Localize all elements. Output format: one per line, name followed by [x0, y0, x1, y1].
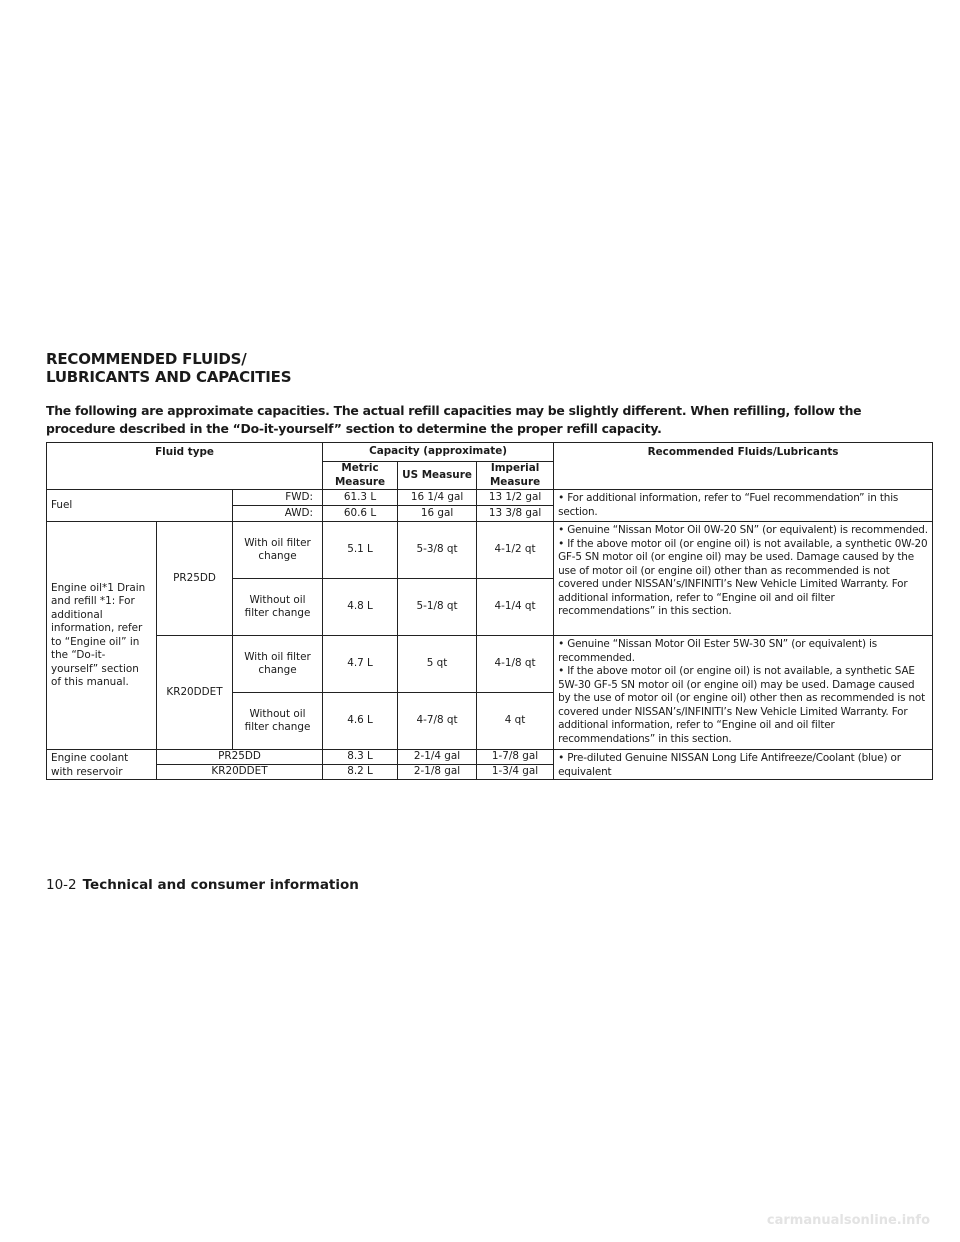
fuel-awd-variant: AWD: — [233, 506, 323, 522]
engine-oil-pr25dd-with-us: 5-3/8 qt — [398, 522, 477, 579]
coolant-kr20ddet-us: 2-1/8 gal — [398, 765, 477, 780]
coolant-kr20ddet-imperial: 1-3/4 gal — [477, 765, 554, 780]
page-number: 10-2 — [46, 877, 77, 893]
fuel-fwd-imperial: 13 1/2 gal — [477, 490, 554, 506]
chapter-title: Technical and consumer information — [82, 877, 359, 893]
engine-oil-kr20ddet-with-imperial: 4-1/8 qt — [477, 636, 554, 693]
section-title-line-1: RECOMMENDED FLUIDS/ — [46, 350, 247, 368]
coolant-label: Engine coolant with reservoir — [47, 750, 157, 780]
section-title-line-2: LUBRICANTS AND CAPACITIES — [46, 368, 292, 386]
engine-oil-pr25dd-rec-1: • Genuine “Nissan Motor Oil 0W-20 SN” (or equivalent) is recommended. — [558, 524, 928, 536]
fluids-capacity-table — [46, 442, 933, 780]
engine-oil-pr25dd-without-filter: Without oil filter change — [233, 579, 323, 636]
engine-oil-kr20ddet-without-filter: Without oil filter change — [233, 693, 323, 750]
fuel-label: Fuel — [47, 490, 233, 522]
coolant-kr20ddet-engine: KR20DDET — [157, 765, 323, 780]
header-us: US Measure — [398, 462, 477, 490]
fuel-awd-imperial: 13 3/8 gal — [477, 506, 554, 522]
engine-oil-pr25dd-with-metric: 5.1 L — [323, 522, 398, 579]
header-recommended: Recommended Fluids/Lubricants — [554, 443, 933, 490]
engine-oil-kr20ddet-engine: KR20DDET — [157, 636, 233, 750]
coolant-pr25dd-engine: PR25DD — [157, 750, 323, 765]
engine-oil-kr20ddet-rec-1: • Genuine “Nissan Motor Oil Ester 5W-30 SN” (or equivalent) is recommended. — [558, 638, 878, 664]
watermark: carmanualsonline.info — [766, 1213, 930, 1228]
coolant-kr20ddet-metric: 8.2 L — [323, 765, 398, 780]
fuel-awd-metric: 60.6 L — [323, 506, 398, 522]
engine-oil-pr25dd-rec-2: • If the above motor oil (or engine oil) is not available, a synthetic 0W-20 GF-5 SN motor oil (or engine oil) may be used. Damage caused by the use of motor oil (or engine oil) other than as recommended is not covered under NISSAN’s/INFINITI’s New Vehicle Limited Warranty. For additional information, refer to “Engine oil and oil filter recommendations” in this section. — [558, 537, 928, 617]
engine-oil-kr20ddet-rec-2: • If the above motor oil (or engine oil) is not available, a synthetic SAE 5W-30 GF-5 SN motor oil (or engine oil) may be used. Damage caused by the use of motor oil (or engine oil) other then as recommended is not covered under NISSAN’s/INFINITI’s New Vehicle Limited Warranty. For additional information, refer to “Engine oil and oil filter recommendations” in this section. — [558, 665, 926, 745]
coolant-pr25dd-imperial: 1-7/8 gal — [477, 750, 554, 765]
engine-oil-pr25dd-without-imperial: 4-1/4 qt — [477, 579, 554, 636]
header-metric: Metric Measure — [323, 462, 398, 490]
engine-oil-kr20ddet-with-filter: With oil filter change — [233, 636, 323, 693]
engine-oil-pr25dd-without-us: 5-1/8 qt — [398, 579, 477, 636]
fuel-recommendation: • For additional information, refer to “Fuel recommendation” in this section. — [554, 490, 933, 522]
engine-oil-pr25dd-engine: PR25DD — [157, 522, 233, 636]
fuel-fwd-metric: 61.3 L — [323, 490, 398, 506]
coolant-pr25dd-us: 2-1/4 gal — [398, 750, 477, 765]
engine-oil-pr25dd-without-metric: 4.8 L — [323, 579, 398, 636]
engine-oil-kr20ddet-recommendation — [554, 636, 933, 750]
page-footer — [46, 876, 359, 894]
coolant-pr25dd-metric: 8.3 L — [323, 750, 398, 765]
engine-oil-kr20ddet-without-metric: 4.6 L — [323, 693, 398, 750]
engine-oil-kr20ddet-with-us: 5 qt — [398, 636, 477, 693]
header-fluid-type: Fluid type — [47, 443, 323, 490]
header-imperial: Imperial Measure — [477, 462, 554, 490]
engine-oil-pr25dd-recommendation — [554, 522, 933, 636]
fuel-awd-us: 16 gal — [398, 506, 477, 522]
coolant-recommendation: • Pre-diluted Genuine NISSAN Long Life Antifreeze/Coolant (blue) or equivalent — [554, 750, 933, 780]
fuel-fwd-us: 16 1/4 gal — [398, 490, 477, 506]
engine-oil-label: Engine oil*1 Drain and refill *1: For additional information, refer to “Engine oil” in the “Do-it-yourself” section of this manual. — [47, 522, 157, 750]
engine-oil-kr20ddet-with-metric: 4.7 L — [323, 636, 398, 693]
engine-oil-pr25dd-with-imperial: 4-1/2 qt — [477, 522, 554, 579]
engine-oil-kr20ddet-without-us: 4-7/8 qt — [398, 693, 477, 750]
engine-oil-kr20ddet-without-imperial: 4 qt — [477, 693, 554, 750]
engine-oil-pr25dd-with-filter: With oil filter change — [233, 522, 323, 579]
fuel-fwd-variant: FWD: — [233, 490, 323, 506]
header-capacity: Capacity (approximate) — [323, 443, 554, 462]
intro-paragraph: The following are approximate capacities. The actual refill capacities may be slightly different. When refilling, follow the procedure described in the “Do-it-yourself” section to determine the proper refill capacity. — [46, 403, 862, 436]
section-title — [46, 350, 291, 386]
